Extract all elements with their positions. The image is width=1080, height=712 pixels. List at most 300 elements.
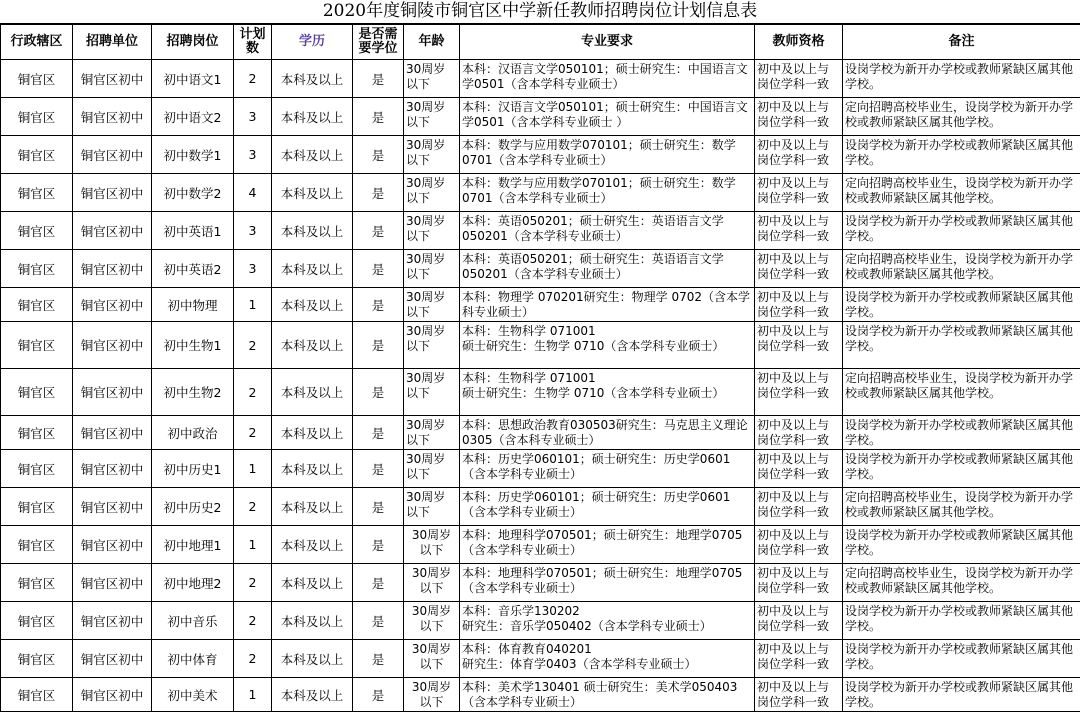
cell-post-text: 初中数学2 (154, 184, 231, 202)
cell-note (843, 60, 1080, 98)
cell-plan (234, 488, 272, 526)
cell-major-text: 本科：美术学130401 硕士研究生：美术学050403（含本学科专业硕士） (462, 680, 752, 710)
cell-age (404, 288, 460, 322)
header-unit: 招聘单位 (73, 25, 152, 60)
cell-unit (73, 60, 152, 98)
cell-edu (272, 322, 353, 369)
cell-plan-text: 4 (236, 185, 269, 200)
cell-plan-text: 2 (236, 613, 269, 628)
cell-note (843, 602, 1080, 640)
cell-district (1, 136, 73, 174)
cell-edu-text: 本科及以上 (274, 260, 350, 278)
cell-age (404, 488, 460, 526)
cell-plan-text: 3 (236, 147, 269, 162)
cell-age (404, 250, 460, 288)
cell-unit (73, 288, 152, 322)
cell-note (843, 526, 1080, 564)
cell-post (152, 288, 234, 322)
cell-district-text: 铜官区 (3, 498, 70, 516)
cell-unit (73, 136, 152, 174)
cell-major-text: 本科：数学与应用数学070101；硕士研究生：数学0701（含本学科专业硕士） (462, 138, 752, 172)
cell-post (152, 526, 234, 564)
cell-post (152, 250, 234, 288)
cell-major-text: 本科：汉语言文学050101；硕士研究生：中国语言文学0501（含本学科专业硕士 ） (462, 100, 752, 134)
cell-district (1, 322, 73, 369)
cell-major-text: 本科：地理科学070501；硕士研究生：地理学0705（含本学科专业硕士） (462, 528, 752, 562)
cell-qual (755, 640, 843, 678)
cell-unit-text: 铜官区初中 (75, 686, 149, 704)
cell-unit (73, 250, 152, 288)
cell-age (404, 212, 460, 250)
cell-plan (234, 640, 272, 678)
cell-unit-text: 铜官区初中 (75, 296, 149, 314)
cell-degree (353, 488, 404, 526)
cell-edu-text: 本科及以上 (274, 146, 350, 164)
cell-major (460, 369, 755, 416)
cell-note (843, 416, 1080, 450)
cell-degree (353, 526, 404, 564)
cell-unit (73, 322, 152, 369)
cell-qual (755, 136, 843, 174)
cell-district-text: 铜官区 (3, 260, 70, 278)
cell-plan-text: 3 (236, 223, 269, 238)
cell-note-text: 设岗学校为新开办学校或教师紧缺区属其他学校。 (845, 642, 1078, 676)
header-age: 年龄 (404, 25, 460, 60)
cell-major (460, 60, 755, 98)
cell-note-text: 定向招聘高校毕业生，设岗学校为新开办学校或教师紧缺区属其他学校。 (845, 252, 1078, 286)
cell-post (152, 369, 234, 416)
cell-post-text: 初中音乐 (154, 612, 231, 630)
cell-qual-text: 初中及以上与岗位学科一致 (757, 371, 840, 414)
cell-edu-text: 本科及以上 (274, 650, 350, 668)
cell-qual (755, 369, 843, 416)
table-row (1, 640, 1080, 678)
cell-district-text: 铜官区 (3, 612, 70, 630)
cell-degree (353, 564, 404, 602)
cell-plan-text: 2 (236, 651, 269, 666)
cell-note-text: 设岗学校为新开办学校或教师紧缺区属其他学校。 (845, 604, 1078, 638)
cell-note (843, 488, 1080, 526)
cell-edu (272, 488, 353, 526)
cell-major (460, 488, 755, 526)
cell-edu-text: 本科及以上 (274, 70, 350, 88)
cell-plan-text: 2 (236, 499, 269, 514)
cell-note (843, 564, 1080, 602)
cell-note-text: 定向招聘高校毕业生，设岗学校为新开办学校或教师紧缺区属其他学校。 (845, 100, 1078, 134)
cell-note (843, 136, 1080, 174)
cell-age-text: 30周岁以下 (406, 566, 457, 600)
cell-district (1, 60, 73, 98)
cell-post-text: 初中物理 (154, 296, 231, 314)
cell-district-text: 铜官区 (3, 108, 70, 126)
cell-qual (755, 98, 843, 136)
cell-qual-text: 初中及以上与岗位学科一致 (757, 252, 840, 286)
table-row (1, 288, 1080, 322)
cell-unit-text: 铜官区初中 (75, 108, 149, 126)
cell-note (843, 212, 1080, 250)
header-plan: 计划数 (234, 25, 272, 60)
table-row (1, 136, 1080, 174)
cell-post (152, 98, 234, 136)
cell-post-text: 初中美术 (154, 686, 231, 704)
cell-degree (353, 322, 404, 369)
cell-age (404, 416, 460, 450)
cell-major-text: 本科：历史学060101；硕士研究生：历史学0601（含本学科专业硕士） (462, 490, 752, 524)
cell-district (1, 450, 73, 488)
cell-district-text: 铜官区 (3, 336, 70, 354)
cell-district (1, 678, 73, 712)
cell-age-text: 30周岁以下 (406, 138, 457, 172)
cell-district (1, 602, 73, 640)
cell-age-text: 30周岁以下 (406, 252, 457, 286)
cell-post-text: 初中语文1 (154, 70, 231, 88)
cell-plan (234, 136, 272, 174)
cell-district (1, 212, 73, 250)
cell-edu (272, 678, 353, 712)
cell-post (152, 564, 234, 602)
cell-post (152, 678, 234, 712)
recruitment-table (0, 24, 1080, 712)
cell-unit (73, 369, 152, 416)
cell-district-text: 铜官区 (3, 296, 70, 314)
cell-district (1, 174, 73, 212)
cell-qual-text: 初中及以上与岗位学科一致 (757, 214, 840, 248)
cell-major (460, 98, 755, 136)
header-row (1, 25, 1080, 60)
cell-age (404, 98, 460, 136)
cell-qual (755, 322, 843, 369)
header-post: 招聘岗位 (152, 25, 234, 60)
cell-age-text: 30周岁以下 (406, 176, 457, 210)
cell-post (152, 640, 234, 678)
cell-edu-text: 本科及以上 (274, 108, 350, 126)
cell-unit-text: 铜官区初中 (75, 260, 149, 278)
cell-note (843, 369, 1080, 416)
cell-major-text: 本科：历史学060101；硕士研究生：历史学0601（含本学科专业硕士） (462, 452, 752, 486)
header-district: 行政辖区 (1, 25, 73, 60)
cell-plan (234, 288, 272, 322)
cell-degree-text: 是 (355, 650, 401, 668)
cell-plan-text: 1 (236, 687, 269, 702)
cell-age-text: 30周岁以下 (406, 62, 457, 96)
cell-unit-text: 铜官区初中 (75, 222, 149, 240)
cell-major (460, 678, 755, 712)
cell-degree-text: 是 (355, 296, 401, 314)
cell-unit-text: 铜官区初中 (75, 336, 149, 354)
cell-plan (234, 212, 272, 250)
cell-note (843, 322, 1080, 369)
cell-major-text: 本科：英语050201；硕士研究生：英语语言文学050201（含本学科专业硕士） (462, 214, 752, 248)
sheet-title: 2020年度铜陵市铜官区中学新任教师招聘岗位计划信息表 (0, 0, 1080, 24)
cell-plan-text: 3 (236, 261, 269, 276)
cell-note-text: 设岗学校为新开办学校或教师紧缺区属其他学校。 (845, 680, 1078, 710)
cell-edu-text: 本科及以上 (274, 574, 350, 592)
cell-edu (272, 416, 353, 450)
cell-degree (353, 212, 404, 250)
table-row (1, 250, 1080, 288)
cell-major (460, 322, 755, 369)
cell-degree-text: 是 (355, 686, 401, 704)
cell-edu (272, 136, 353, 174)
cell-note-text: 设岗学校为新开办学校或教师紧缺区属其他学校。 (845, 324, 1078, 367)
cell-degree-text: 是 (355, 260, 401, 278)
cell-degree (353, 369, 404, 416)
table-row (1, 564, 1080, 602)
cell-unit-text: 铜官区初中 (75, 498, 149, 516)
header-qual: 教师资格 (755, 25, 843, 60)
cell-plan (234, 450, 272, 488)
cell-district-text: 铜官区 (3, 146, 70, 164)
cell-qual (755, 250, 843, 288)
cell-note (843, 288, 1080, 322)
cell-age-text: 30周岁以下 (406, 214, 457, 248)
cell-post-text: 初中英语1 (154, 222, 231, 240)
cell-note-text: 定向招聘高校毕业生，设岗学校为新开办学校或教师紧缺区属其他学校。 (845, 566, 1078, 600)
cell-degree-text: 是 (355, 222, 401, 240)
cell-district-text: 铜官区 (3, 650, 70, 668)
cell-degree-text: 是 (355, 108, 401, 126)
cell-edu-text: 本科及以上 (274, 686, 350, 704)
cell-plan (234, 322, 272, 369)
cell-edu-text: 本科及以上 (274, 536, 350, 554)
cell-qual (755, 564, 843, 602)
cell-major (460, 564, 755, 602)
cell-major-text: 本科：音乐学130202 研究生：音乐学050402（含本学科专业硕士） (462, 604, 752, 638)
table-row (1, 526, 1080, 564)
cell-unit (73, 450, 152, 488)
cell-plan (234, 98, 272, 136)
header-degree: 是否需要学位 (353, 25, 404, 60)
cell-age-text: 30周岁以下 (406, 680, 457, 710)
cell-district (1, 288, 73, 322)
cell-unit (73, 174, 152, 212)
cell-edu (272, 450, 353, 488)
cell-degree-text: 是 (355, 460, 401, 478)
cell-plan (234, 416, 272, 450)
cell-edu-text: 本科及以上 (274, 184, 350, 202)
cell-qual-text: 初中及以上与岗位学科一致 (757, 176, 840, 210)
cell-district-text: 铜官区 (3, 70, 70, 88)
cell-note-text: 设岗学校为新开办学校或教师紧缺区属其他学校。 (845, 528, 1078, 562)
cell-age-text: 30周岁以下 (406, 418, 457, 448)
cell-degree-text: 是 (355, 336, 401, 354)
table-row (1, 212, 1080, 250)
cell-unit-text: 铜官区初中 (75, 460, 149, 478)
table-row (1, 369, 1080, 416)
header-note: 备注 (843, 25, 1080, 60)
table-row (1, 174, 1080, 212)
cell-note-text: 定向招聘高校毕业生，设岗学校为新开办学校或教师紧缺区属其他学校。 (845, 176, 1078, 210)
cell-district-text: 铜官区 (3, 222, 70, 240)
cell-post-text: 初中生物1 (154, 336, 231, 354)
cell-major-text: 本科：英语050201；硕士研究生：英语语言文学050201（含本学科专业硕士） (462, 252, 752, 286)
cell-plan (234, 564, 272, 602)
cell-age (404, 174, 460, 212)
cell-age-text: 30周岁以下 (406, 452, 457, 486)
cell-note-text: 设岗学校为新开办学校或教师紧缺区属其他学校。 (845, 214, 1078, 248)
cell-note (843, 450, 1080, 488)
cell-age-text: 30周岁以下 (406, 604, 457, 638)
cell-post-text: 初中英语2 (154, 260, 231, 278)
cell-degree (353, 288, 404, 322)
cell-age (404, 526, 460, 564)
cell-plan-text: 2 (236, 385, 269, 400)
cell-edu (272, 174, 353, 212)
cell-edu (272, 602, 353, 640)
cell-age-text: 30周岁以下 (406, 490, 457, 524)
cell-post (152, 60, 234, 98)
cell-district-text: 铜官区 (3, 686, 70, 704)
cell-age (404, 602, 460, 640)
cell-major-text: 本科：汉语言文学050101；硕士研究生：中国语言文学0501（含本学科专业硕士） (462, 62, 752, 96)
cell-major-text: 本科：数学与应用数学070101；硕士研究生：数学0701（含本学科专业硕士） (462, 176, 752, 210)
cell-qual-text: 初中及以上与岗位学科一致 (757, 290, 840, 320)
cell-edu (272, 564, 353, 602)
cell-edu (272, 288, 353, 322)
cell-major (460, 416, 755, 450)
cell-degree-text: 是 (355, 536, 401, 554)
cell-age-text: 30周岁以下 (406, 100, 457, 134)
cell-post (152, 212, 234, 250)
cell-unit (73, 416, 152, 450)
cell-edu-text: 本科及以上 (274, 612, 350, 630)
cell-plan (234, 678, 272, 712)
cell-major-text: 本科：生物科学 071001 硕士研究生：生物学 0710（含本学科专业硕士） (462, 324, 752, 367)
cell-age (404, 564, 460, 602)
cell-unit-text: 铜官区初中 (75, 650, 149, 668)
cell-degree-text: 是 (355, 184, 401, 202)
cell-edu (272, 212, 353, 250)
cell-district-text: 铜官区 (3, 424, 70, 442)
cell-unit-text: 铜官区初中 (75, 424, 149, 442)
cell-age (404, 450, 460, 488)
cell-degree (353, 640, 404, 678)
cell-qual (755, 288, 843, 322)
header-major: 专业要求 (460, 25, 755, 60)
cell-degree-text: 是 (355, 146, 401, 164)
cell-age-text: 30周岁以下 (406, 371, 457, 414)
cell-district-text: 铜官区 (3, 383, 70, 401)
cell-plan-text: 1 (236, 461, 269, 476)
cell-edu (272, 60, 353, 98)
cell-edu-text: 本科及以上 (274, 296, 350, 314)
cell-plan-text: 2 (236, 425, 269, 440)
cell-degree-text: 是 (355, 383, 401, 401)
cell-major-text: 本科：思想政治教育030503研究生：马克思主义理论0305（含本科专业硕士） (462, 418, 752, 448)
cell-degree-text: 是 (355, 574, 401, 592)
cell-post-text: 初中生物2 (154, 383, 231, 401)
cell-age-text: 30周岁以下 (406, 324, 457, 367)
cell-post-text: 初中语文2 (154, 108, 231, 126)
cell-degree (353, 416, 404, 450)
cell-qual (755, 416, 843, 450)
cell-qual-text: 初中及以上与岗位学科一致 (757, 324, 840, 367)
cell-degree-text: 是 (355, 70, 401, 88)
cell-qual-text: 初中及以上与岗位学科一致 (757, 642, 840, 676)
cell-post (152, 416, 234, 450)
cell-unit (73, 526, 152, 564)
cell-unit (73, 212, 152, 250)
cell-unit (73, 564, 152, 602)
cell-plan (234, 60, 272, 98)
cell-qual (755, 526, 843, 564)
table-row (1, 98, 1080, 136)
cell-district (1, 416, 73, 450)
cell-age (404, 678, 460, 712)
header-edu: 学历 (272, 25, 353, 60)
cell-major (460, 174, 755, 212)
cell-plan-text: 1 (236, 297, 269, 312)
cell-edu (272, 526, 353, 564)
cell-qual (755, 212, 843, 250)
cell-qual (755, 488, 843, 526)
cell-qual-text: 初中及以上与岗位学科一致 (757, 452, 840, 486)
cell-degree (353, 98, 404, 136)
cell-district-text: 铜官区 (3, 184, 70, 202)
cell-post-text: 初中历史1 (154, 460, 231, 478)
cell-age (404, 136, 460, 174)
cell-note-text: 设岗学校为新开办学校或教师紧缺区属其他学校。 (845, 62, 1078, 96)
cell-post (152, 136, 234, 174)
cell-major-text: 本科：物理学 070201研究生：物理学 0702（含本学科专业硕士） (462, 290, 752, 320)
cell-major (460, 212, 755, 250)
cell-post-text: 初中体育 (154, 650, 231, 668)
cell-qual (755, 174, 843, 212)
cell-unit-text: 铜官区初中 (75, 70, 149, 88)
cell-note-text: 设岗学校为新开办学校或教师紧缺区属其他学校。 (845, 418, 1078, 448)
cell-major (460, 602, 755, 640)
cell-qual-text: 初中及以上与岗位学科一致 (757, 490, 840, 524)
cell-plan (234, 250, 272, 288)
cell-major-text: 本科：生物科学 071001 硕士研究生：生物学 0710（含本学科专业硕士） (462, 371, 752, 414)
cell-post-text: 初中地理1 (154, 536, 231, 554)
cell-qual-text: 初中及以上与岗位学科一致 (757, 680, 840, 710)
cell-district (1, 640, 73, 678)
cell-edu-text: 本科及以上 (274, 460, 350, 478)
cell-note (843, 640, 1080, 678)
cell-unit-text: 铜官区初中 (75, 612, 149, 630)
cell-degree (353, 602, 404, 640)
cell-qual (755, 678, 843, 712)
cell-note (843, 250, 1080, 288)
cell-note-text: 定向招聘高校毕业生，设岗学校为新开办学校或教师紧缺区属其他学校。 (845, 371, 1078, 414)
cell-unit-text: 铜官区初中 (75, 536, 149, 554)
table-row (1, 416, 1080, 450)
cell-edu (272, 250, 353, 288)
cell-degree (353, 60, 404, 98)
cell-major (460, 450, 755, 488)
cell-district (1, 250, 73, 288)
cell-unit (73, 602, 152, 640)
cell-note-text: 设岗学校为新开办学校或教师紧缺区属其他学校。 (845, 138, 1078, 172)
cell-age-text: 30周岁以下 (406, 290, 457, 320)
cell-age (404, 369, 460, 416)
cell-major (460, 288, 755, 322)
cell-age (404, 322, 460, 369)
table-row (1, 602, 1080, 640)
cell-qual (755, 450, 843, 488)
cell-note-text: 设岗学校为新开办学校或教师紧缺区属其他学校。 (845, 290, 1078, 320)
cell-post (152, 450, 234, 488)
cell-age-text: 30周岁以下 (406, 528, 457, 562)
cell-plan (234, 369, 272, 416)
cell-unit-text: 铜官区初中 (75, 184, 149, 202)
cell-unit-text: 铜官区初中 (75, 383, 149, 401)
cell-district-text: 铜官区 (3, 536, 70, 554)
cell-major (460, 136, 755, 174)
cell-district (1, 98, 73, 136)
cell-edu-text: 本科及以上 (274, 336, 350, 354)
